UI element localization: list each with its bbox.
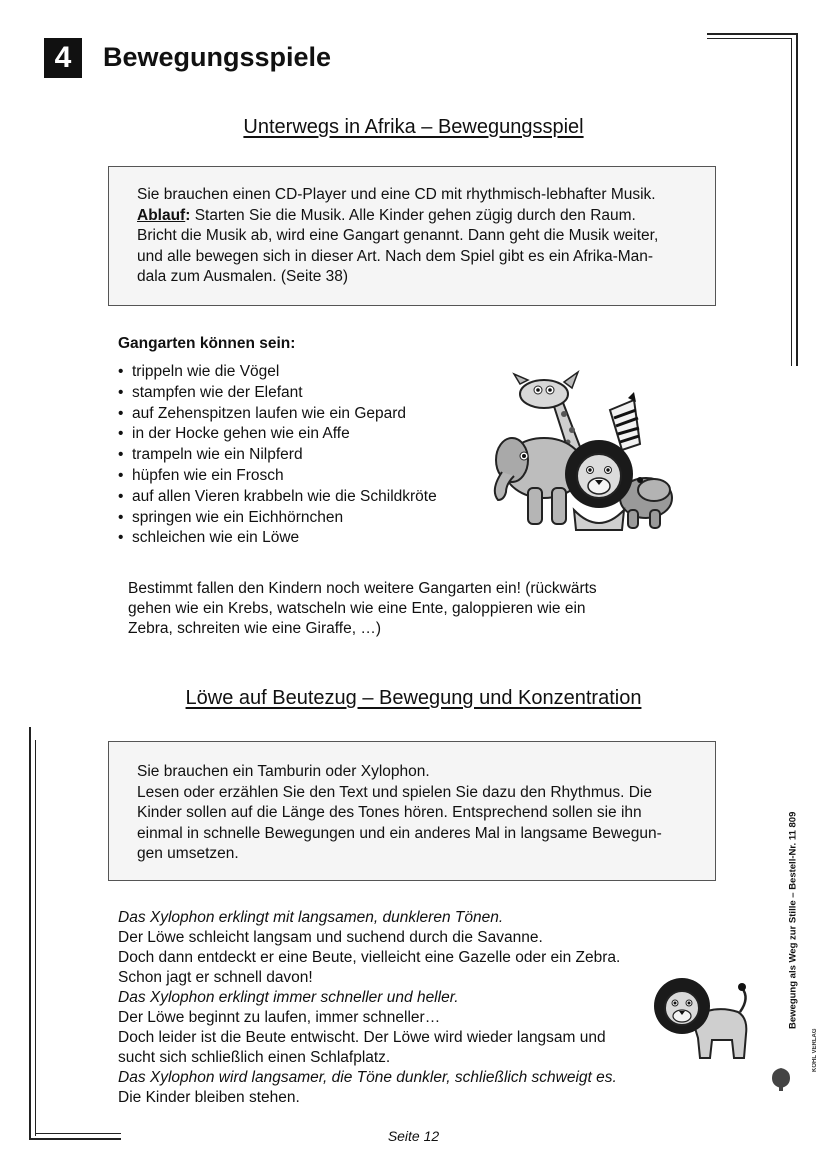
story-line: Doch leider ist die Beute entwischt. Der Löwe wird wieder langsam und (118, 1029, 606, 1046)
box-line: Bricht die Musik ab, wird eine Gangart genannt. Dann geht die Musik weiter, (137, 227, 659, 244)
story-line: Das Xylophon erklingt mit langsamen, dunkleren Tönen. (118, 909, 504, 926)
story-line: Das Xylophon wird langsamer, die Töne dunkler, schließlich schweigt es. (118, 1069, 617, 1086)
publisher-label: KOHL VERLAG (812, 1028, 818, 1072)
list-item: • hüpfen wie ein Frosch (118, 466, 437, 487)
frame-line-left-inner (35, 740, 36, 1136)
frame-line-right-inner (791, 38, 792, 366)
extra-gaits-text: Bestimmt fallen den Kindern noch weitere Gangarten ein! (rückwärts gehen wie ein Krebs, watscheln wie eine Ente, galoppieren wie ein Zebra, schreiten wie eine Giraffe, …) (128, 580, 597, 637)
list-item: • schleichen wie ein Löwe (118, 528, 437, 549)
section-title-loewe: Löwe auf Beutezug – Bewegung und Konzentration (185, 687, 642, 709)
story-line: Doch dann entdeckt er eine Beute, vielleicht eine Gazelle oder ein Zebra. (118, 949, 621, 966)
list-item: • auf Zehenspitzen laufen wie ein Gepard (118, 404, 437, 425)
ablauf-text: Starten Sie die Musik. Alle Kinder gehen zügig durch den Raum. (190, 206, 636, 224)
box-line: dala zum Ausmalen. (Seite 38) (137, 268, 349, 285)
instructions-box-afrika (108, 166, 716, 306)
chapter-number: 4 (44, 38, 82, 78)
box-line: Sie brauchen einen CD-Player und eine CD mit rhythmisch-lebhafter Musik. (137, 186, 656, 203)
box-line: Kinder sollen auf die Länge des Tones hören. Entsprechend sollen sie ihn (137, 804, 642, 821)
frame-line-top-right-inner (707, 38, 792, 39)
instructions-box-loewe (108, 741, 716, 881)
frame-line-right-outer (796, 33, 798, 366)
section-title-afrika: Unterwegs in Afrika – Bewegungsspiel (243, 116, 584, 138)
african-animals-illustration (484, 360, 674, 538)
story-line: Schon jagt er schnell davon! (118, 969, 313, 986)
list-item: • stampfen wie der Elefant (118, 383, 437, 404)
box-line: und alle bewegen sich in dieser Art. Nach dem Spiel gibt es ein Afrika-Man- (137, 247, 654, 265)
box-line: Sie brauchen ein Tamburin oder Xylophon. (137, 763, 430, 780)
list-item: • auf allen Vieren krabbeln wie die Schildkröte (118, 487, 437, 508)
story-text (118, 908, 678, 1108)
gaits-heading: Gangarten können sein: (118, 335, 296, 352)
sidebar-order-text: Bewegung als Weg zur Stille – Bestell-Nr. 11 809 (787, 811, 799, 1029)
story-line: sucht sich schließlich einen Schlafplatz. (118, 1049, 391, 1066)
story-line: Die Kinder bleiben stehen. (118, 1089, 300, 1106)
box-line: Ablauf: Starten Sie die Musik. Alle Kinder gehen zügig durch den Raum. (137, 206, 636, 224)
gaits-list (118, 362, 437, 549)
ablauf-label: Ablauf (137, 206, 186, 224)
list-item: • in der Hocke gehen wie ein Affe (118, 424, 437, 445)
frame-line-top-right-outer (707, 33, 797, 35)
box-line: gen umsetzen. (137, 845, 239, 862)
list-item: • trampeln wie ein Nilpferd (118, 445, 437, 466)
chapter-title: Bewegungsspiele (103, 42, 332, 72)
story-line: Der Löwe beginnt zu laufen, immer schneller… (118, 1009, 441, 1026)
publisher-logo-icon (768, 1066, 794, 1092)
story-line: Der Löwe schleicht langsam und suchend durch die Savanne. (118, 929, 543, 946)
list-item: • trippeln wie die Vögel (118, 362, 437, 383)
box-line: Lesen oder erzählen Sie den Text und spielen Sie dazu den Rhythmus. Die (137, 783, 652, 801)
zebra-icon (610, 392, 640, 450)
frame-line-left-outer (29, 727, 31, 1139)
list-item: • springen wie ein Eichhörnchen (118, 508, 437, 529)
box-line: einmal in schnelle Bewegungen und ein anderes Mal in langsame Bewegun- (137, 824, 662, 842)
page-number: Seite 12 (387, 1128, 440, 1144)
lion-illustration (652, 968, 752, 1064)
story-line: Das Xylophon erklingt immer schneller und heller. (118, 989, 459, 1006)
lion-icon (565, 440, 633, 530)
